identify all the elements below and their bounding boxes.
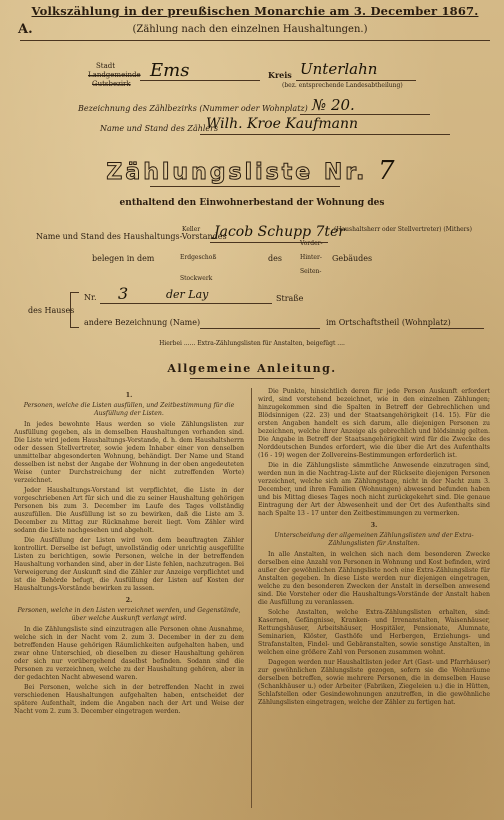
zaehlungsliste-title — [0, 156, 504, 186]
erdgeschoss-label: Erdgeschoß — [180, 254, 217, 261]
column-divider — [251, 388, 252, 808]
anleitung-right-column — [258, 388, 490, 816]
strasse-value: der Lay — [166, 288, 209, 301]
kreis-underline — [296, 80, 416, 81]
section-2-para-2: Bei Personen, welche sich in der betreffenden Nacht in zwei verschiedenen Haushaltungen aufgehalten haben, entscheidet der spätere Aufenthalt, indem die Angaben nach der Art und Weise der Nacht vom 2. zum 3. December eingetragen werden. — [14, 684, 244, 715]
census-subtitle: (Zählung nach den einzelnen Haushaltungen.) — [132, 24, 368, 35]
section-2-para-1: In die Zählungsliste sind einzutragen alle Personen ohne Ausnahme, welche sich in der Nacht vom 2. zum 3. December in der zu dem betreffenden Hause gehörigen Räumlichkeiten aufgehalten haben, und zwar ohne Unterschied, ob dieselben zu dieser Haushaltung gehören oder sich nur vorübergehend daselbst befinden. Sodann sind die Personen zu verzeichnen, welche zu der Haushaltung gehören, aber in der gedachten Nacht abwesend waren. — [14, 626, 244, 681]
ortschaft-underline — [430, 328, 484, 329]
vorstand-value: Jacob Schupp 7ter — [214, 224, 345, 240]
kreis-label: Kreis — [268, 70, 292, 80]
zaehler-value: Wilh. Kroe Kaufmann — [206, 116, 358, 132]
right-para-mid: Die in die Zählungsliste sämmtliche Anwesende einzutragen sind, werden nun in die Nachtrag-Liste auf der Rückseite diejenigen Personen verzeichnet, welche sich am Zählungstage, nicht in der Nacht zum 3. December, und ihren Familien (Wohnungen) abwesend befunden haben und bis Mittag dieses Tages noch nicht zurückgekehrt sind. Die genaue Eintragung der Art der Abwesenheit und der Ort des Aufenthalts sind nach Spalte 13 - 17 unter den Zeitbestimmungen zu vermerken. — [258, 462, 490, 517]
zaehlbezirk-value: № 20. — [312, 96, 355, 114]
vorstand-note: (Haushaltsherr oder Stellvertreter) (Mithers) — [334, 226, 472, 233]
stadt-label: Stadt — [96, 62, 116, 70]
stockwerk-label: Stockwerk — [180, 275, 213, 282]
zaehler-underline — [200, 134, 450, 135]
section-3-title: Unterscheidung der allgemeinen Zählungslisten und der Extra-Zählungslisten für Anstalten. — [274, 532, 474, 547]
nr-value: 3 — [118, 284, 129, 303]
kreis-value: Unterlahn — [300, 60, 378, 78]
zaehlungsliste-title-prefix: Zählungsliste Nr. — [106, 160, 368, 185]
header-rule — [20, 40, 490, 41]
zaehlbezirk-label: Bezeichnung des Zählbezirks (Nummer oder Wohnplatz) — [78, 104, 308, 113]
des-label: des — [268, 254, 282, 263]
belegen-label: belegen in dem — [92, 254, 155, 263]
kreis-note: (bez. entsprechende Landesabtheilung) — [282, 82, 403, 89]
section-1-title: Personen, welche die Listen ausfüllen, und Zeitbestimmung für die Ausfüllung der Listen. — [23, 402, 235, 417]
section-3-para-3: Dagegen werden nur Haushaltlisten jeder Art (Gast- und Pfarrhäuser) zur gewöhnlichen Zählungsliste gezogen, sofern sie die Wohnräume derselben betreffen, sowie mehrere Personen, die in demselben Hause (Schankhäuser u.) oder Arbeiter (Fabriken, Ziegeleien u.) die in Hütten, Schlafstellen oder Gesindewohnungen anzutreffen, in die gewöhnliche Zählungslisten eingetragen, welche der Zähler zu fertigen hat. — [258, 659, 490, 706]
strasse-label: Straße — [276, 294, 304, 303]
place-value: Ems — [150, 60, 190, 81]
title-underline — [150, 186, 340, 187]
strasse-underline — [160, 303, 272, 304]
seiten-label: Seiten- — [300, 268, 322, 275]
zaehlbezirk-underline — [300, 114, 430, 115]
section-2-title: Personen, welche in den Listen verzeichnet werden, und Gegenstände, über welche Auskunft verlangt wird. — [17, 607, 241, 622]
zaehlungsliste-subtitle: enthaltend den Einwohnerbestand der Wohnung des — [119, 198, 385, 208]
landgemeinde-label: Landgemeinde — [88, 71, 141, 79]
andere-bezeichnung-label: andere Bezeichnung (Name) — [84, 318, 201, 327]
gebaeudes-label: Gebäudes — [332, 254, 373, 263]
anleitung-underline — [190, 378, 314, 379]
anleitung-title: Allgemeine Anleitung. — [167, 362, 337, 375]
section-1-number: 1. — [125, 392, 133, 399]
section-1-para-2: Jeder Haushaltungs-Vorstand ist verpflichtet, die Liste in der vorgeschriebenen Art für sich und die zu seiner Haushaltung gehörigen Personen bis zum 3. December im Laufe des Tages vollständig auszufüllen. Die Ausfüllung ist so zu bewirken, daß die Liste am 3. December zu Mittag zur Rücknahme bereit liegt. Vom Zähler wird sodann die Liste nachgesehen und abgeholt. — [14, 487, 244, 534]
census-header-title: Volkszählung in der preußischen Monarchie am 3. December 1867. — [31, 4, 479, 18]
nr-underline — [100, 303, 160, 304]
ortschaft-label: im Ortschaftstheil (Wohnplatz) — [326, 318, 451, 327]
section-2-number: 2. — [125, 597, 133, 604]
section-3-para-1: In alle Anstalten, in welchen sich nach dem besonderen Zwecke derselben eine Anzahl von Personen in Wohnung und Kost befinden, wird außer der gewöhnlichen Zählungsliste noch eine Extra-Zählungsliste für Anstalten gegeben. In diese Liste werden nur diejenigen eingetragen, welche zu den besonderen Zwecken der Anstalt in derselben anwesend sind. Die Vorsteher oder die Haushaltungs-Vorstände der Anstalt haben die Ausfüllung zu veranlassen. — [258, 551, 490, 606]
nr-label: Nr. — [84, 293, 97, 302]
form-letter: A. — [18, 22, 33, 37]
extra-listen-note: Hierbei ...... Extra-Zählungslisten für Anstalten, beigefügt .... — [159, 340, 345, 347]
zaehlungsliste-number: 7 — [378, 156, 398, 186]
zaehler-label: Name und Stand des Zählers — [100, 124, 219, 133]
section-1-para-3: Die Ausfüllung der Listen wird von dem beauftragten Zähler kontrollirt. Derselbe ist befugt, unvollständig oder unrichtig ausgefüllte Listen zu berichtigen, sowie Personen, welche in der betreffenden Haushaltung vorhanden sind, aber in der Liste fehlen, nachzutragen. Bei Verweigerung der Auskunft sind die Zähler zur Anzeige verpflichtet und ist die Behörde befugt, die Ausfüllung der Listen auf Kosten der Haushaltungs-Vorstände bewirken zu lassen. — [14, 537, 244, 592]
hinter-label: Hinter- — [300, 254, 322, 261]
gutsbezirk-label: Gutsbezirk — [92, 80, 131, 88]
place-underline — [140, 80, 260, 81]
keller-label: Keller — [182, 226, 201, 233]
section-3-para-2: Solche Anstalten, welche Extra-Zählungslisten erhalten, sind: Kasernen, Gefängnisse, Kranken- und Irrenanstalten, Waisenhäuser, Rettungshäuser, Arbeitshäuser, Hospitäler, Pensionate, Alumnate, Seminarien, Klöster, Gasthöfe und Herbergen, Erziehungs- und Strafanstalten, Findel- und Gebäranstalten, sowie sonstige Anstalten, in welchen eine größere Zahl von Personen zusammen wohnt. — [258, 609, 490, 656]
right-para-top: Die Punkte, hinsichtlich deren für jede Person Auskunft erfordert wird, sind vorstehend bezeichnet, wie in den einzelnen Zählungen; hinzugekommen sind die Spalten in Betreff der Gebrechlichen und Blödsinnigen (22. 23) und der Staatsangehörigkeit (14. 15). Für die ersten Angaben handelt es sich darum, alle diejenigen Personen zu bezeichnen, welche ihrer Anzeige als gebrechlich und blödsinnig gelten. Die Angabe in Betreff der Staatsangehörigkeit wird für die Zwecke des Norddeutschen Bundes erfordert, wie die über die Art des Aufenthalts (16 - 19) wegen der Zollvereins-Bestimmungen erforderlich ist. — [258, 388, 490, 459]
anleitung-left-column — [14, 388, 244, 816]
vorder-label: Vorder- — [300, 240, 323, 247]
des-hauses-label: des Hauses — [28, 306, 75, 315]
section-3-number: 3. — [370, 522, 378, 529]
vorstand-label: Name und Stand des Haushaltungs-Vorstandes — [36, 232, 227, 241]
section-1-para-1: In jedes bewohnte Haus werden so viele Zählungslisten zur Ausfüllung gegeben, als in demselben Haushaltungen vorhanden sind. Die Liste wird jedem Haushaltungs-Vorstande, d. h. dem Haushaltsherrn oder dessen Stellvertreter, sowie jedem Inhaber einer von denselben unmittelbar abgesonderten Wohnung, behändigt. Der Name und Stand desselben ist nebst der Angabe der Wohnung in der oben angedeuteten Weise (unter Durchstreichung der nicht zutreffenden Worte) verzeichnet. — [14, 421, 244, 484]
andere-underline — [200, 328, 320, 329]
